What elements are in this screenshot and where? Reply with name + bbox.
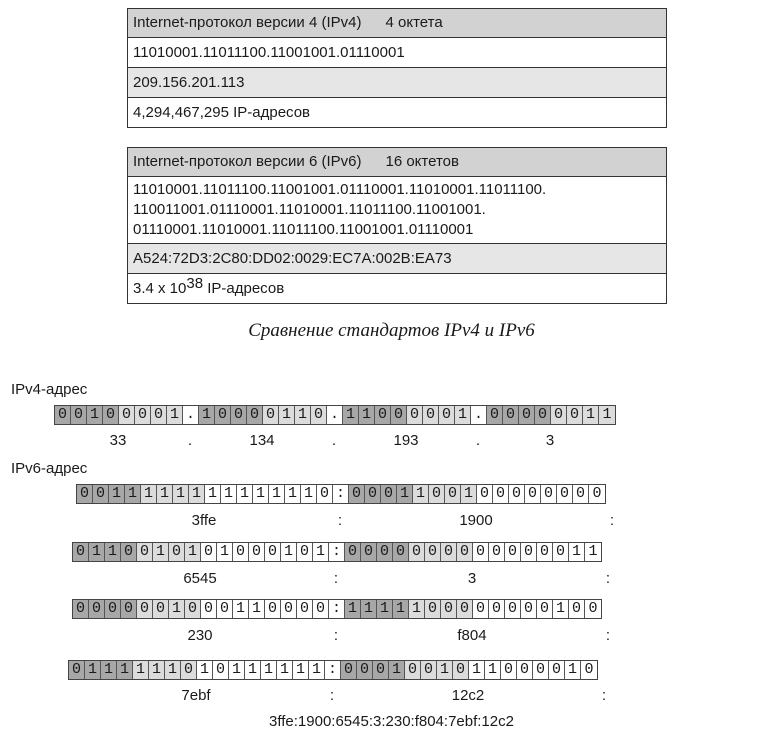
bit-cell: 1 [185,543,201,561]
bit-cell: 0 [567,406,583,424]
bit-cell: 0 [393,543,409,561]
bit-cell: 0 [453,661,469,679]
ipv6-count-exponent: 38 [186,275,204,292]
bit-cell: 0 [489,543,505,561]
bit-cell: 0 [365,485,381,503]
group-value: 7ebf [181,687,211,704]
bit-cell: 0 [137,600,153,618]
bit-cell: 0 [181,661,197,679]
bit-cell: 1 [377,600,393,618]
bit-cell: 0 [93,485,109,503]
bit-cell: 0 [281,600,297,618]
group-value: 3 [467,570,477,587]
separator-cell: . [327,406,343,424]
bit-cell: 0 [135,406,151,424]
bit-cell: 1 [397,485,413,503]
bit-cell: 1 [359,406,375,424]
group-value: 230 [187,627,213,644]
bit-cell: 1 [285,485,301,503]
bit-cell: 0 [55,406,71,424]
ipv6-binary-line: 11010001.11011100.11001001.01110001.11010001.11011100. [133,181,547,198]
bit-cell: 1 [199,406,215,424]
bit-cell: 0 [231,406,247,424]
bit-cell: 1 [261,661,277,679]
bit-cell: 1 [413,485,429,503]
ipv6-bit-strip [68,660,598,680]
bit-cell: 0 [265,543,281,561]
bit-cell: 0 [521,543,537,561]
bit-cell: 0 [357,661,373,679]
bit-cell: 1 [279,406,295,424]
bit-cell: 0 [457,543,473,561]
bit-cell: 1 [237,485,253,503]
bit-cell: 1 [269,485,285,503]
bit-cell: 0 [421,661,437,679]
bit-cell: 1 [455,406,471,424]
bit-cell: 1 [205,485,221,503]
bit-cell: 1 [469,661,485,679]
bit-cell: 0 [311,406,327,424]
bit-cell: 0 [361,543,377,561]
bit-cell: 1 [553,600,569,618]
bit-cell: 0 [201,600,217,618]
ipv6-address-label: IPv6-адрес [11,460,88,477]
bit-cell: 0 [381,485,397,503]
bit-cell: 0 [535,406,551,424]
bit-cell: 0 [533,661,549,679]
bit-cell: 1 [89,543,105,561]
ipv6-hex-row: A524:72D3:2C80:DD02:0029:EC7A:002B:EA73 [128,243,666,273]
bit-cell: 0 [573,485,589,503]
bit-cell: 0 [349,485,365,503]
bit-cell: 0 [297,543,313,561]
bit-cell: 1 [461,485,477,503]
bit-cell: 0 [505,543,521,561]
bit-cell: 0 [425,600,441,618]
bit-cell: 0 [69,661,85,679]
bit-cell: 0 [297,600,313,618]
figure-caption: Сравнение стандартов IPv4 и IPv6 [248,320,535,341]
bit-cell: 1 [173,485,189,503]
bit-cell: 0 [557,485,573,503]
separator-cell: : [325,661,341,679]
bit-cell: 0 [213,661,229,679]
bit-cell: 1 [565,661,581,679]
ipv6-binary-line: 110011001.01110001.11010001.11011100.11001001. [133,201,486,218]
bit-cell: 0 [519,406,535,424]
ipv6-binary-row [128,176,666,243]
bit-cell: 1 [153,543,169,561]
bit-cell: 0 [473,600,489,618]
ipv6-count-row [128,273,666,303]
bit-cell: 1 [277,661,293,679]
bit-cell: 0 [391,406,407,424]
bit-cell: 0 [263,406,279,424]
bit-cell: 1 [345,600,361,618]
bit-cell: 1 [125,485,141,503]
ipv4-bit-strip [54,405,616,425]
bit-cell: 0 [517,661,533,679]
octet-value: 134 [249,432,275,449]
bit-cell: 0 [441,543,457,561]
bit-cell: 0 [521,600,537,618]
ipv4-decimal-row: 209.156.201.113 [128,67,666,97]
ipv6-count-suffix: IP-адресов [203,280,285,297]
bit-cell: 1 [117,661,133,679]
bit-cell: 0 [317,485,333,503]
bit-cell: 0 [137,543,153,561]
separator-mark: : [329,687,335,704]
bit-cell: 0 [439,406,455,424]
bit-cell: 0 [103,406,119,424]
separator-mark: . [187,432,193,449]
bit-cell: 0 [121,543,137,561]
separator-cell: . [183,406,199,424]
ipv6-header-size: 16 октетов [385,153,459,170]
bit-cell: 0 [509,485,525,503]
ipv4-address-label: IPv4-адрес [11,381,88,398]
bit-cell: 0 [153,600,169,618]
ipv6-bit-strip [72,542,602,562]
bit-cell: 0 [201,543,217,561]
bit-cell: 0 [405,661,421,679]
separator-mark: : [609,512,615,529]
separator-mark: : [605,627,611,644]
bit-cell: 1 [583,406,599,424]
bit-cell: 0 [487,406,503,424]
bit-cell: 0 [445,485,461,503]
bit-cell: 0 [423,406,439,424]
bit-cell: 0 [477,485,493,503]
ipv4-count-row: 4,294,467,295 IP-адресов [128,97,666,127]
bit-cell: 1 [87,406,103,424]
bit-cell: 0 [425,543,441,561]
group-value: 12c2 [451,687,485,704]
bit-cell: 0 [71,406,87,424]
bit-cell: 1 [167,406,183,424]
bit-cell: 0 [249,543,265,561]
bit-cell: 0 [265,600,281,618]
bit-cell: 0 [341,661,357,679]
bit-cell: 0 [501,661,517,679]
separator-mark: : [605,570,611,587]
ipv6-table-header [128,148,666,176]
ipv4-header-title: Internet-протокол версии 4 (IPv4) [133,14,362,31]
bit-cell: 1 [393,600,409,618]
bit-cell: 1 [189,485,205,503]
separator-cell: : [329,600,345,618]
bit-cell: 0 [409,543,425,561]
bit-cell: 1 [361,600,377,618]
bit-cell: 1 [233,600,249,618]
bit-cell: 1 [157,485,173,503]
separator-mark: . [331,432,337,449]
bit-cell: 0 [89,600,105,618]
bit-cell: 1 [599,406,615,424]
bit-cell: 0 [217,600,233,618]
bit-cell: 0 [505,600,521,618]
ipv6-full-address: 3ffe:1900:6545:3:230:f804:7ebf:12c2 [269,713,514,730]
bit-cell: 0 [441,600,457,618]
ipv6-bit-strip [72,599,602,619]
bit-cell: 1 [105,543,121,561]
bit-cell: 0 [407,406,423,424]
bit-cell: 0 [541,485,557,503]
bit-cell: 1 [197,661,213,679]
octet-value: 193 [393,432,419,449]
ipv4-table [127,8,667,128]
bit-cell: 0 [77,485,93,503]
bit-cell: 1 [309,661,325,679]
bit-cell: 0 [169,543,185,561]
bit-cell: 0 [493,485,509,503]
group-value: 6545 [183,570,217,587]
bit-cell: 1 [101,661,117,679]
bit-cell: 0 [73,600,89,618]
bit-cell: 0 [247,406,263,424]
bit-cell: 0 [151,406,167,424]
bit-cell: 0 [73,543,89,561]
separator-mark: : [333,570,339,587]
separator-cell: . [471,406,487,424]
ipv4-binary-row: 11010001.11011100.11001001.01110001 [128,37,666,67]
separator-mark: : [333,627,339,644]
bit-cell: 1 [249,600,265,618]
bit-cell: 1 [389,661,405,679]
bit-cell: 1 [85,661,101,679]
bit-cell: 0 [345,543,361,561]
bit-cell: 1 [281,543,297,561]
bit-cell: 1 [165,661,181,679]
bit-cell: 1 [293,661,309,679]
bit-cell: 0 [457,600,473,618]
bit-cell: 0 [429,485,445,503]
bit-cell: 0 [553,543,569,561]
bit-cell: 0 [377,543,393,561]
bit-cell: 0 [375,406,391,424]
ipv6-binary-line: 01110001.11010001.11011100.11001001.01110001 [133,221,474,238]
bit-cell: 0 [525,485,541,503]
bit-cell: 0 [373,661,389,679]
bit-cell: 1 [141,485,157,503]
bit-cell: 0 [215,406,231,424]
octet-value: 33 [109,432,127,449]
bit-cell: 1 [149,661,165,679]
bit-cell: 0 [119,406,135,424]
ipv6-count-mantissa: 3.4 x 10 [133,280,187,297]
ipv4-table-header [128,9,666,37]
bit-cell: 0 [549,661,565,679]
bit-cell: 1 [569,543,585,561]
separator-mark: : [601,687,607,704]
bit-cell: 1 [133,661,149,679]
bit-cell: 1 [313,543,329,561]
bit-cell: 1 [485,661,501,679]
ipv6-header-title: Internet-протокол версии 6 (IPv6) [133,153,362,170]
bit-cell: 0 [585,600,601,618]
bit-cell: 1 [253,485,269,503]
bit-cell: 0 [569,600,585,618]
separator-cell: : [329,543,345,561]
octet-value: 3 [545,432,555,449]
group-value: 1900 [459,512,493,529]
bit-cell: 0 [233,543,249,561]
bit-cell: 0 [581,661,597,679]
bit-cell: 1 [169,600,185,618]
bit-cell: 1 [437,661,453,679]
bit-cell: 0 [473,543,489,561]
separator-mark: : [337,512,343,529]
bit-cell: 0 [537,600,553,618]
bit-cell: 0 [589,485,605,503]
bit-cell: 0 [105,600,121,618]
bit-cell: 1 [409,600,425,618]
bit-cell: 1 [301,485,317,503]
bit-cell: 1 [295,406,311,424]
ipv6-table [127,147,667,304]
group-value: f804 [457,627,487,644]
bit-cell: 0 [503,406,519,424]
bit-cell: 1 [343,406,359,424]
bit-cell: 1 [221,485,237,503]
bit-cell: 1 [585,543,601,561]
separator-cell: : [333,485,349,503]
bit-cell: 0 [185,600,201,618]
bit-cell: 0 [489,600,505,618]
bit-cell: 0 [537,543,553,561]
bit-cell: 0 [313,600,329,618]
bit-cell: 0 [551,406,567,424]
ipv4-header-size: 4 октета [385,14,443,31]
ipv6-bit-strip [76,484,606,504]
bit-cell: 1 [109,485,125,503]
bit-cell: 1 [217,543,233,561]
bit-cell: 1 [245,661,261,679]
bit-cell: 0 [121,600,137,618]
separator-mark: . [475,432,481,449]
group-value: 3ffe [191,512,217,529]
bit-cell: 1 [229,661,245,679]
